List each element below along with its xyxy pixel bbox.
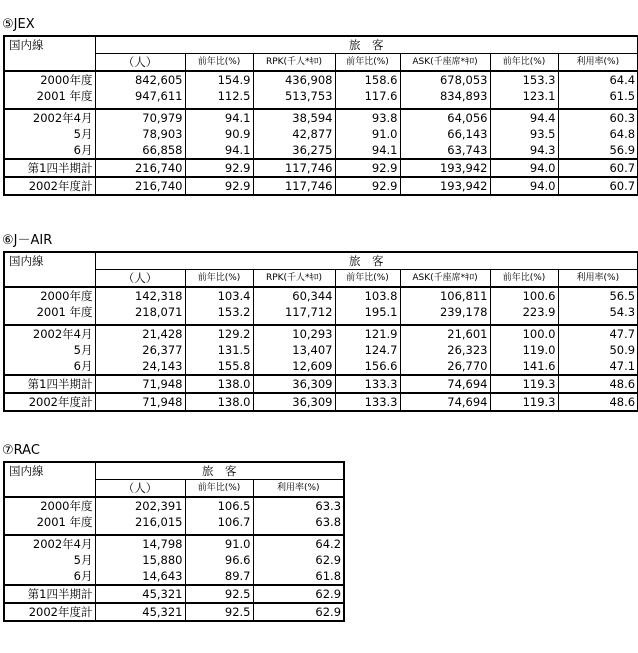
- cell: 21,428: [95, 325, 185, 342]
- table-row: [4, 304, 638, 320]
- table-row: [4, 142, 638, 159]
- table-row: [4, 88, 638, 104]
- table-row: [4, 342, 638, 358]
- cell: 117,746: [253, 177, 335, 195]
- cell: 94.1: [335, 142, 400, 159]
- cell: 119.3: [490, 393, 558, 411]
- cell: 103.8: [335, 287, 400, 304]
- table-row: [4, 159, 638, 177]
- cell: 92.5: [185, 603, 253, 621]
- cell: 842,605: [95, 71, 185, 88]
- cell: 513,753: [253, 88, 335, 104]
- cell: 38,594: [253, 109, 335, 126]
- cell: 62.9: [253, 603, 344, 621]
- row-label: 2000年度: [4, 71, 95, 88]
- section-title-rac: ⑦RAC: [2, 443, 40, 458]
- cell: 54.3: [558, 304, 638, 320]
- cell: 94.3: [490, 142, 558, 159]
- cell: 92.9: [335, 177, 400, 195]
- row-label: 2002年度計: [4, 393, 95, 411]
- col-header-passengers: （人）: [95, 270, 185, 288]
- cell: 218,071: [95, 304, 185, 320]
- table-row: [4, 585, 344, 603]
- table-row: [4, 71, 638, 88]
- cell: 61.8: [253, 568, 344, 585]
- row-label: 第1四半期計: [4, 585, 95, 603]
- cell: 45,321: [95, 585, 185, 603]
- row-label: 5月: [4, 126, 95, 142]
- cell: 63,743: [400, 142, 490, 159]
- col-header-ask: ASK(千座席*ｷﾛ): [400, 54, 490, 72]
- col-header-load-factor: 利用率(%): [558, 270, 638, 288]
- cell: 94.0: [490, 159, 558, 177]
- cell: 216,740: [95, 159, 185, 177]
- cell: 45,321: [95, 603, 185, 621]
- table-row: [4, 603, 344, 621]
- col-header-yoy: 前年比(%): [185, 54, 253, 72]
- cell: 123.1: [490, 88, 558, 104]
- cell: 133.3: [335, 393, 400, 411]
- cell: 10,293: [253, 325, 335, 342]
- cell: 202,391: [95, 497, 185, 514]
- cell: 153.3: [490, 71, 558, 88]
- cell: 141.6: [490, 358, 558, 375]
- cell: 91.0: [335, 126, 400, 142]
- cell: 239,178: [400, 304, 490, 320]
- cell: 42,877: [253, 126, 335, 142]
- row-label: 2002年4月: [4, 109, 95, 126]
- cell: 94.1: [185, 109, 253, 126]
- cell: 74,694: [400, 375, 490, 393]
- col-header-load-factor: 利用率(%): [253, 480, 344, 498]
- cell: 119.0: [490, 342, 558, 358]
- cell: 100.0: [490, 325, 558, 342]
- col-header-yoy: 前年比(%): [490, 270, 558, 288]
- cell: 92.5: [185, 585, 253, 603]
- cell: 47.7: [558, 325, 638, 342]
- cell: 142,318: [95, 287, 185, 304]
- cell: 947,611: [95, 88, 185, 104]
- cell: 133.3: [335, 375, 400, 393]
- cell: 834,893: [400, 88, 490, 104]
- table-row: [4, 177, 638, 195]
- cell: 93.8: [335, 109, 400, 126]
- cell: 153.2: [185, 304, 253, 320]
- jair-table: [3, 251, 638, 412]
- row-label-header: 国内線: [4, 36, 95, 71]
- cell: 26,323: [400, 342, 490, 358]
- cell: 14,798: [95, 535, 185, 552]
- cell: 60.7: [558, 177, 638, 195]
- cell: 15,880: [95, 552, 185, 568]
- cell: 78,903: [95, 126, 185, 142]
- cell: 60,344: [253, 287, 335, 304]
- table-row: [4, 568, 344, 585]
- cell: 91.0: [185, 535, 253, 552]
- col-header-rpk: RPK(千人*ｷﾛ): [253, 54, 335, 72]
- cell: 94.4: [490, 109, 558, 126]
- table-row: [4, 375, 638, 393]
- col-header-passengers: （人）: [95, 54, 185, 72]
- cell: 90.9: [185, 126, 253, 142]
- cell: 103.4: [185, 287, 253, 304]
- table-row: [4, 393, 638, 411]
- cell: 71,948: [95, 393, 185, 411]
- cell: 94.1: [185, 142, 253, 159]
- cell: 216,015: [95, 514, 185, 530]
- cell: 193,942: [400, 159, 490, 177]
- table-row: [4, 497, 344, 514]
- cell: 119.3: [490, 375, 558, 393]
- row-label: 2000年度: [4, 497, 95, 514]
- group-header: 旅 客: [95, 36, 638, 54]
- row-label: 第1四半期計: [4, 159, 95, 177]
- cell: 26,770: [400, 358, 490, 375]
- col-header-rpk: RPK(千人*ｷﾛ): [253, 270, 335, 288]
- cell: 64.4: [558, 71, 638, 88]
- row-label: 2002年4月: [4, 535, 95, 552]
- cell: 158.6: [335, 71, 400, 88]
- table-row: [4, 552, 344, 568]
- cell: 195.1: [335, 304, 400, 320]
- cell: 678,053: [400, 71, 490, 88]
- table-row: [4, 287, 638, 304]
- cell: 93.5: [490, 126, 558, 142]
- cell: 436,908: [253, 71, 335, 88]
- row-label: 2001 年度: [4, 514, 95, 530]
- cell: 94.0: [490, 177, 558, 195]
- cell: 154.9: [185, 71, 253, 88]
- cell: 64.2: [253, 535, 344, 552]
- col-header-yoy: 前年比(%): [185, 270, 253, 288]
- table-row: [4, 126, 638, 142]
- cell: 121.9: [335, 325, 400, 342]
- cell: 216,740: [95, 177, 185, 195]
- row-label: 2002年度計: [4, 603, 95, 621]
- cell: 60.3: [558, 109, 638, 126]
- cell: 92.9: [335, 159, 400, 177]
- cell: 106.7: [185, 514, 253, 530]
- cell: 117.6: [335, 88, 400, 104]
- cell: 56.5: [558, 287, 638, 304]
- cell: 66,858: [95, 142, 185, 159]
- cell: 117,746: [253, 159, 335, 177]
- row-label: 5月: [4, 342, 95, 358]
- cell: 223.9: [490, 304, 558, 320]
- cell: 47.1: [558, 358, 638, 375]
- cell: 13,407: [253, 342, 335, 358]
- row-label: 2000年度: [4, 287, 95, 304]
- row-label: 2002年4月: [4, 325, 95, 342]
- row-label: 6月: [4, 358, 95, 375]
- cell: 60.7: [558, 159, 638, 177]
- row-label: 第1四半期計: [4, 375, 95, 393]
- cell: 56.9: [558, 142, 638, 159]
- subheader-row: [4, 54, 638, 72]
- cell: 92.9: [185, 159, 253, 177]
- row-label: 6月: [4, 142, 95, 159]
- cell: 24,143: [95, 358, 185, 375]
- col-header-yoy: 前年比(%): [185, 480, 253, 498]
- cell: 63.8: [253, 514, 344, 530]
- row-label-header: 国内線: [4, 252, 95, 287]
- cell: 48.6: [558, 375, 638, 393]
- cell: 106,811: [400, 287, 490, 304]
- row-label: 2002年度計: [4, 177, 95, 195]
- group-header: 旅 客: [95, 462, 344, 480]
- cell: 36,275: [253, 142, 335, 159]
- cell: 112.5: [185, 88, 253, 104]
- table-row: [4, 358, 638, 375]
- cell: 193,942: [400, 177, 490, 195]
- cell: 129.2: [185, 325, 253, 342]
- cell: 66,143: [400, 126, 490, 142]
- cell: 61.5: [558, 88, 638, 104]
- cell: 48.6: [558, 393, 638, 411]
- cell: 106.5: [185, 497, 253, 514]
- cell: 155.8: [185, 358, 253, 375]
- cell: 92.9: [185, 177, 253, 195]
- col-header-yoy: 前年比(%): [335, 54, 400, 72]
- table-row: [4, 514, 344, 530]
- cell: 21,601: [400, 325, 490, 342]
- cell: 131.5: [185, 342, 253, 358]
- cell: 138.0: [185, 393, 253, 411]
- group-header: 旅 客: [95, 252, 638, 270]
- col-header-passengers: （人）: [95, 480, 185, 498]
- cell: 26,377: [95, 342, 185, 358]
- section-title-jex: ⑤JEX: [2, 17, 35, 32]
- row-label-header: 国内線: [4, 462, 95, 497]
- col-header-load-factor: 利用率(%): [558, 54, 638, 72]
- cell: 12,609: [253, 358, 335, 375]
- cell: 36,309: [253, 393, 335, 411]
- cell: 89.7: [185, 568, 253, 585]
- cell: 117,712: [253, 304, 335, 320]
- cell: 62.9: [253, 552, 344, 568]
- row-label: 6月: [4, 568, 95, 585]
- subheader-row: [4, 270, 638, 288]
- cell: 74,694: [400, 393, 490, 411]
- cell: 64,056: [400, 109, 490, 126]
- section-title-jair: ⑥J－AIR: [2, 233, 53, 248]
- col-header-yoy: 前年比(%): [335, 270, 400, 288]
- table-row: [4, 109, 638, 126]
- cell: 124.7: [335, 342, 400, 358]
- cell: 50.9: [558, 342, 638, 358]
- table-row: [4, 325, 638, 342]
- cell: 96.6: [185, 552, 253, 568]
- cell: 62.9: [253, 585, 344, 603]
- cell: 100.6: [490, 287, 558, 304]
- cell: 156.6: [335, 358, 400, 375]
- row-label: 2001 年度: [4, 88, 95, 104]
- col-header-yoy: 前年比(%): [490, 54, 558, 72]
- jex-table: [3, 35, 638, 196]
- table-row: [4, 535, 344, 552]
- cell: 138.0: [185, 375, 253, 393]
- row-label: 5月: [4, 552, 95, 568]
- row-label: 2001 年度: [4, 304, 95, 320]
- cell: 36,309: [253, 375, 335, 393]
- rac-table: [3, 461, 345, 622]
- col-header-ask: ASK(千座席*ｷﾛ): [400, 270, 490, 288]
- cell: 70,979: [95, 109, 185, 126]
- cell: 71,948: [95, 375, 185, 393]
- cell: 14,643: [95, 568, 185, 585]
- cell: 64.8: [558, 126, 638, 142]
- cell: 63.3: [253, 497, 344, 514]
